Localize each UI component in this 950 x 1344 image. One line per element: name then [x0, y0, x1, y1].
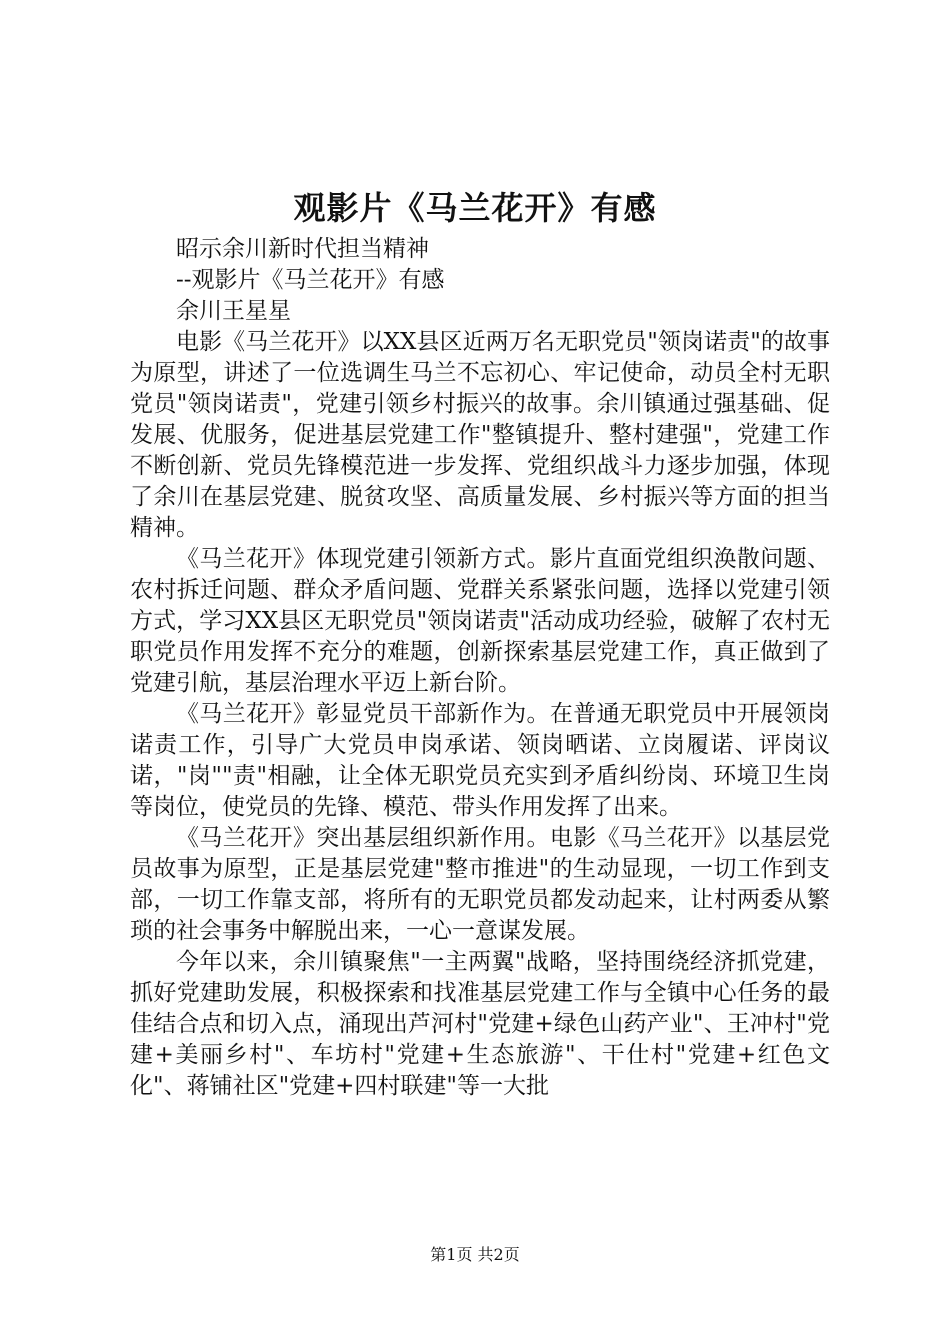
- body-paragraph: 今年以来，余川镇聚焦"一主两翼"战略，坚持围绕经济抓党建，抓好党建助发展，积极探索和找准基层党建工作与全镇中心任务的最佳结合点和切入点，涌现出芦河村"党建+绿色山药产业"、王冲村"党建+美丽乡村"、车坊村"党建+生态旅游"、干仕村"党建+红色文化"、蒋铺社区"党建+四村联建"等一大批: [130, 949, 830, 1099]
- page-footer: 第1页 共2页: [430, 1245, 520, 1264]
- body-paragraph: 《马兰花开》体现党建引领新方式。影片直面党组织涣散问题、农村拆迁问题、群众矛盾问题、党群关系紧张问题，选择以党建引领方式，学习XX县区无职党员"领岗诺责"活动成功经验，破解了农村无职党员作用发挥不充分的难题，创新探索基层党建工作，真正做到了党建引航，基层治理水平迈上新台阶。: [130, 546, 830, 696]
- body-paragraph: 《马兰花开》突出基层组织新作用。电影《马兰花开》以基层党员故事为原型，正是基层党建"整市推进"的生动显现，一切工作到支部，一切工作靠支部，将所有的无职党员都发动起来，让村两委从繁琐的社会事务中解脱出来，一心一意谋发展。: [130, 825, 830, 944]
- body-paragraph: 电影《马兰花开》以XX县区近两万名无职党员"领岗诺责"的故事为原型，讲述了一位选调生马兰不忘初心、牢记使命，动员全村无职党员"领岗诺责"，党建引领乡村振兴的故事。余川镇通过强基础、促发展、优服务，促进基层党建工作"整镇提升、整村建强"，党建工作不断创新、党员先锋模范进一步发挥、党组织战斗力逐步加强，体现了余川在基层党建、脱贫攻坚、高质量发展、乡村振兴等方面的担当精神。: [130, 329, 830, 541]
- document-title: 观影片《马兰花开》有感: [293, 189, 657, 227]
- subtitle-line: --观影片《马兰花开》有感: [176, 267, 445, 293]
- author-line: 余川王星星: [176, 298, 291, 324]
- body-paragraph: 《马兰花开》彰显党员干部新作为。在普通无职党员中开展领岗诺责工作，引导广大党员申岗承诺、领岗晒诺、立岗履诺、评岗议诺，"岗""责"相融，让全体无职党员充实到矛盾纠纷岗、环境卫生岗等岗位，使党员的先锋、模范、带头作用发挥了出来。: [130, 701, 830, 820]
- subtitle-line: 昭示余川新时代担当精神: [176, 236, 429, 262]
- document-body: [130, 234, 830, 1102]
